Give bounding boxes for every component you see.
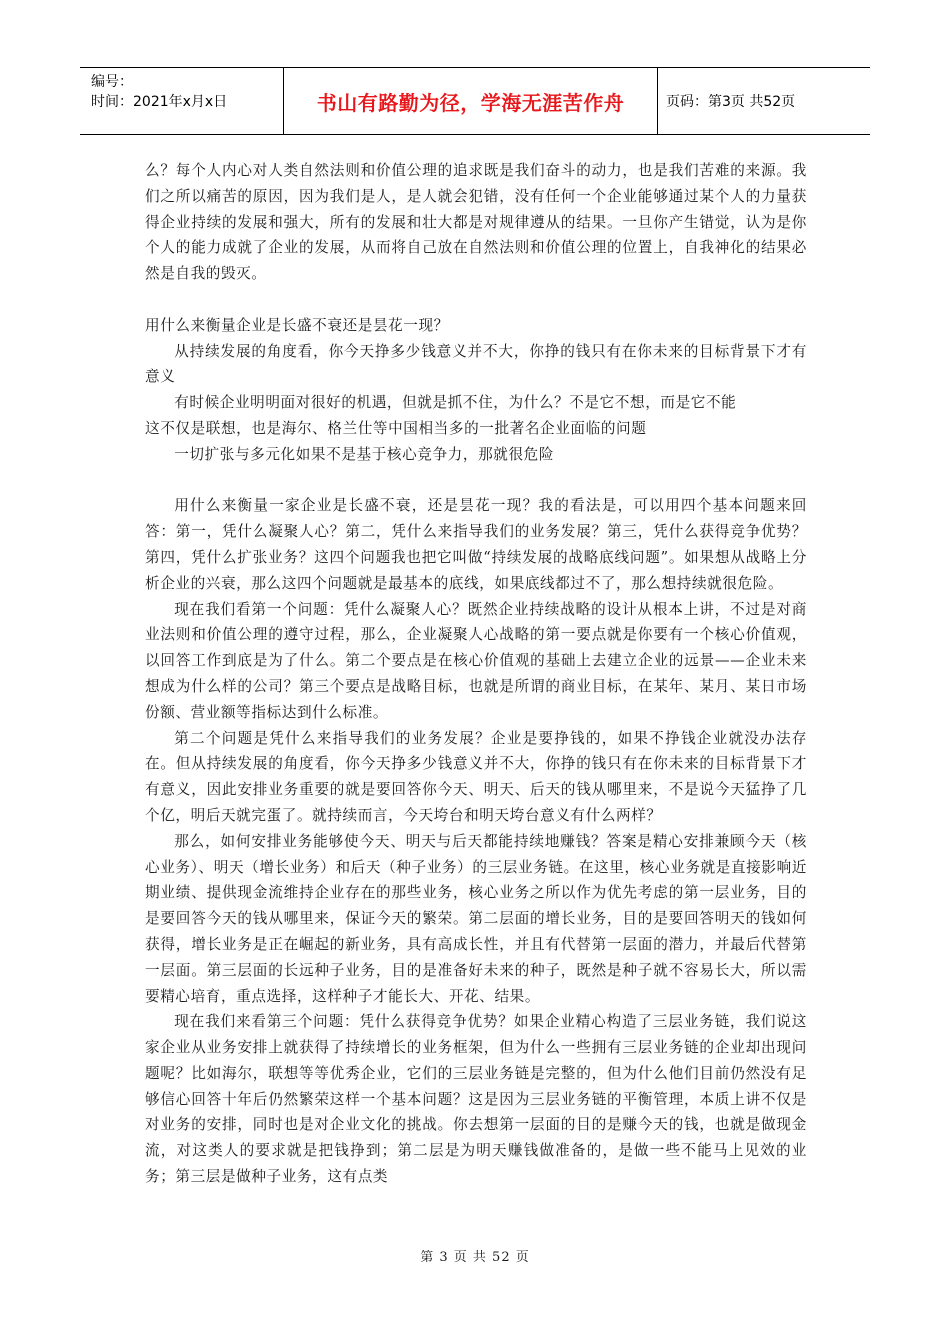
page-footer: 第 3 页 共 52 页	[420, 1250, 530, 1265]
paragraph-four-questions: 用什么来衡量一家企业是长盛不衰，还是昙花一现？我的看法是，可以用四个基本问题来回答：第一，凭什么凝聚人心？第二，凭什么来指导我们的业务发展？第三，凭什么获得竞争优势？第四，凭什么扩张业务？这四个问题我也把它叫做“持续发展的战略底线问题”。如果想从战略上分析企业的兴衰，那么这四个问题就是最基本的底线，如果底线都过不了，那么想持续就很危险。	[145, 497, 807, 592]
spacer	[145, 287, 807, 313]
paragraph-question-two: 第二个问题是凭什么来指导我们的业务发展？企业是要挣钱的，如果不挣钱企业就没办法存在。但从持续发展的角度看，你今天挣多少钱意义并不大，你挣的钱只有在你未来的目标背景下才有意义，因此安排业务重要的就是要回答你今天、明天、后天的钱从哪里来，不是说今天猛挣了几个亿，明后天就完蛋了。就持续而言，今天垮台和明天垮台意义有什么两样？	[145, 729, 807, 824]
summary-line-3: 这不仅是联想，也是海尔、格兰仕等中国相当多的一批著名企业面临的问题	[145, 419, 647, 437]
paragraph-business-layers: 那么，如何安排业务能够使今天、明天与后天都能持续地赚钱？答案是精心安排兼顾今天（核心业务）、明天（增长业务）和后天（种子业务）的三层业务链。在这里，核心业务就是直接影响近期业绩、提供现金流维持企业存在的那些业务，核心业务之所以作为优先考虑的第一层业务，目的是要回答今天的钱从哪里来，保证今天的繁荣。第二层面的增长业务，目的是要回答明天的钱如何获得，增长业务是正在崛起的新业务，具有高成长性，并且有代替第一层面的潜力，并最后代替第一层面。第三层面的长远种子业务，目的是准备好未来的种子，既然是种子就不容易长大，所以需要精心培育，重点选择，这样种子才能长大、开花、结果。	[145, 832, 807, 1005]
paragraph-question-three: 现在我们来看第三个问题：凭什么获得竞争优势？如果企业精心构造了三层业务链，我们说这家企业从业务安排上就获得了持续增长的业务框架，但为什么一些拥有三层业务链的企业却出现问题呢？比如海尔，联想等等优秀企业，它们的三层业务链是完整的，但为什么他们目前仍然没有足够信心回答十年后仍然繁荣这样一个基本问题？这是因为三层业务链的平衡管理，本质上讲不仅是对业务的安排，同时也是对企业文化的挑战。你去想第一层面的目的是赚今天的钱，也就是做现金流，对这类人的要求就是把钱挣到；第二层是为明天赚钱做准备的，是做一些不能马上见效的业务；第三层是做种子业务，这有点类	[145, 1013, 807, 1186]
paragraph-intro: 么？每个人内心对人类自然法则和价值公理的追求既是我们奋斗的动力，也是我们苦难的来源。我们之所以痛苦的原因，因为我们是人，是人就会犯错，没有任何一个企业能够通过某个人的力量获得企业持续的发展和强大，所有的发展和壮大都是对规律遵从的结果。一旦你产生错觉，认为是你个人的能力成就了企业的发展，从而将自己放在自然法则和价值公理的位置上，自我神化的结果必然是自我的毁灭。	[145, 162, 807, 283]
document-body	[145, 158, 807, 1190]
header-motto: 书山有路勤为径，学海无涯苦作舟	[284, 68, 658, 134]
header-page-info: 页码：第3页 共52页	[666, 94, 796, 110]
summary-line-1: 从持续发展的角度看，你今天挣多少钱意义并不大，你挣的钱只有在你未来的目标背景下才有意义	[145, 342, 807, 386]
summary-line-4: 一切扩张与多元化如果不是基于核心竞争力，那就很危险	[174, 445, 555, 463]
code-label: 编号：	[91, 74, 133, 90]
date-label: 时间：2021年x月x日	[91, 94, 228, 110]
section-heading: 用什么来衡量企业是长盛不衰还是昙花一现？	[145, 316, 449, 334]
spacer	[145, 468, 807, 494]
paragraph-question-one: 现在我们看第一个问题：凭什么凝聚人心？既然企业持续战略的设计从根本上讲，不过是对商业法则和价值公理的遵守过程，那么，企业凝聚人心战略的第一要点就是你要有一个核心价值观，以回答工作到底是为了什么。第二个要点是在核心价值观的基础上去建立企业的远景——企业未来想成为什么样的公司？第三个要点是战略目标，也就是所谓的商业目标，在某年、某月、某日市场份额、营业额等指标达到什么标准。	[145, 600, 807, 721]
header-meta	[80, 68, 284, 134]
page-header	[80, 67, 870, 135]
summary-line-2: 有时候企业明明面对很好的机遇，但就是抓不住，为什么？不是它不想，而是它不能	[174, 394, 737, 412]
